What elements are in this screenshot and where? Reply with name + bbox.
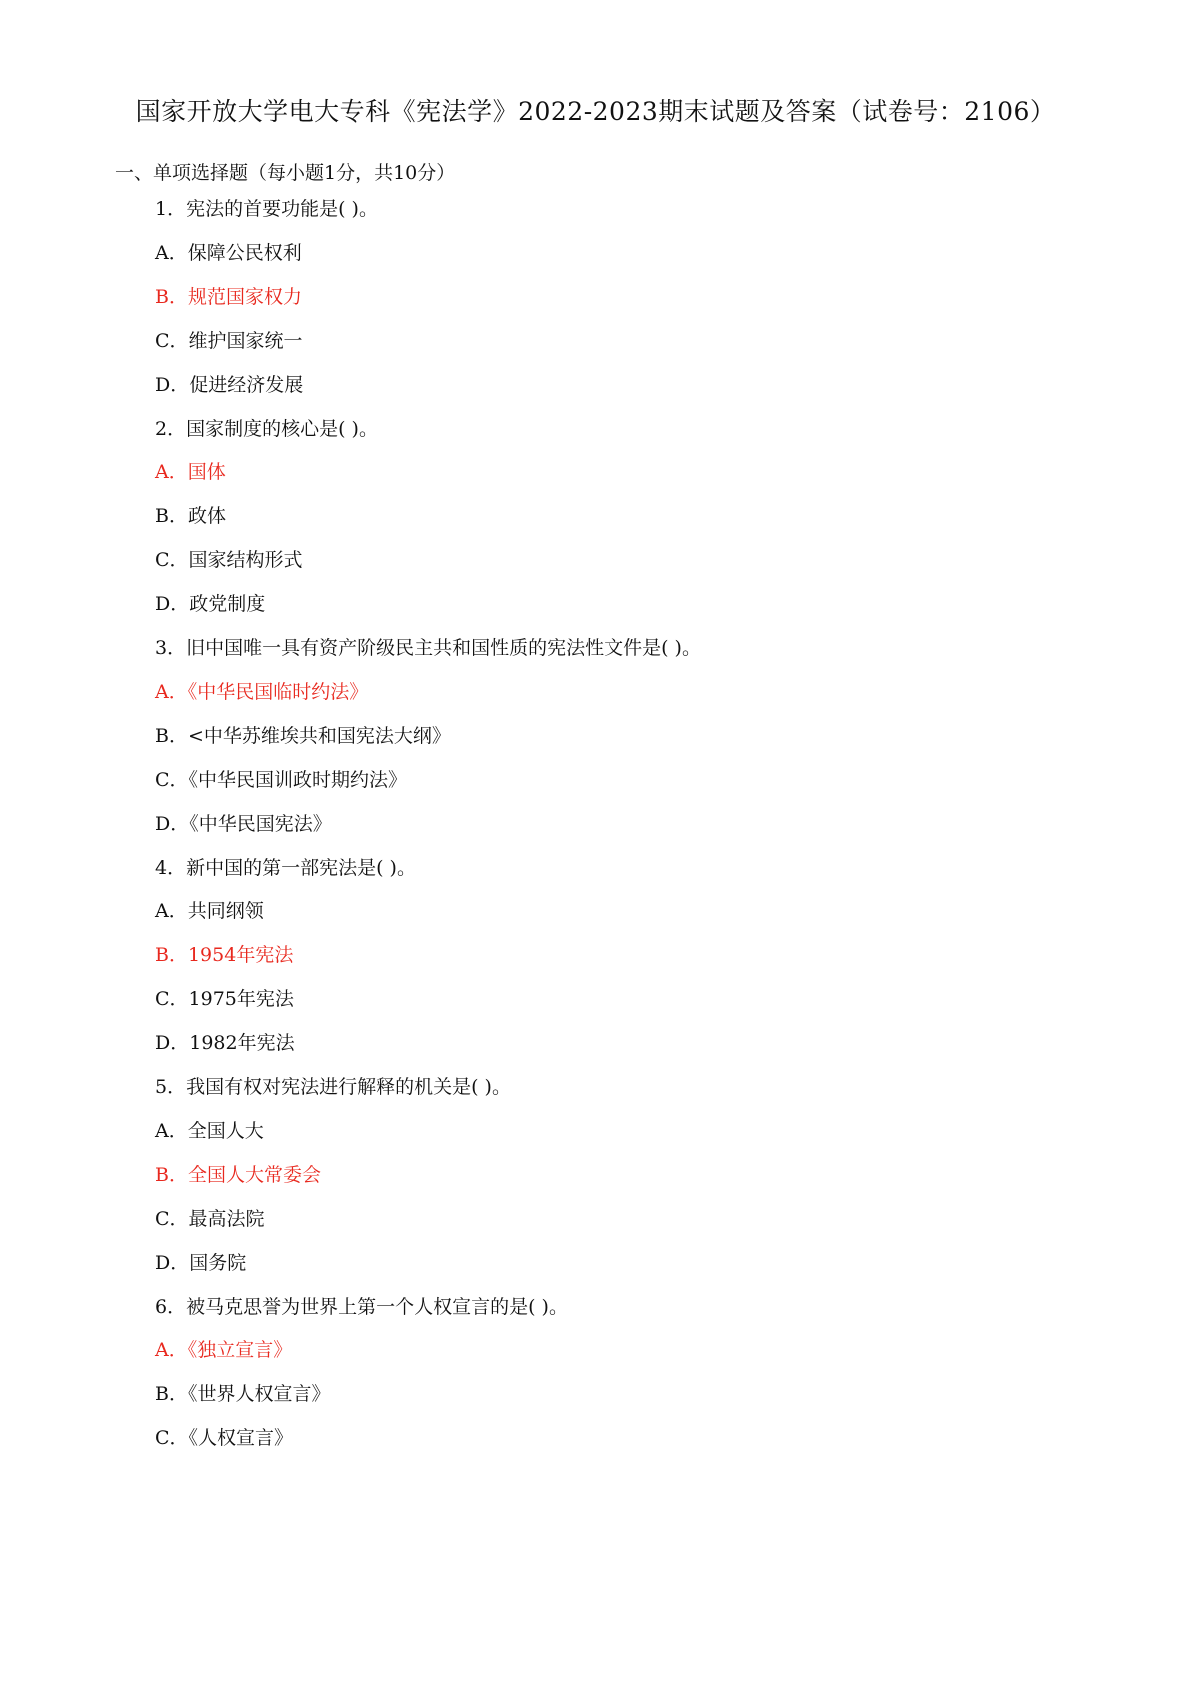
- option: D．促进经济发展: [155, 373, 304, 396]
- question-stem: 6．被马克思誉为世界上第一个人权宣言的是( )。: [155, 1295, 568, 1318]
- option: C．最高法院: [155, 1207, 265, 1230]
- option: C．维护国家统一: [155, 329, 303, 352]
- option: C．1975年宪法: [155, 988, 294, 1011]
- option: A．保障公民权利: [155, 241, 302, 264]
- option: D．政党制度: [155, 593, 266, 616]
- option: C．《中华民国训政时期约法》: [155, 768, 408, 791]
- question-stem: 4．新中国的第一部宪法是( )。: [155, 856, 416, 879]
- option: D．《中华民国宪法》: [155, 812, 332, 835]
- answer-option: B．全国人大常委会: [155, 1163, 321, 1186]
- option: A．共同纲领: [155, 900, 264, 923]
- option: C．国家结构形式: [155, 549, 303, 572]
- option: D．1982年宪法: [155, 1032, 295, 1055]
- option: A．全国人大: [155, 1119, 264, 1142]
- option: B．《世界人权宣言》: [155, 1383, 331, 1406]
- answer-option: A．国体: [155, 461, 226, 484]
- question-stem: 1．宪法的首要功能是( )。: [155, 198, 378, 220]
- section-heading: 一、单项选择题（每小题1分，共10分）: [115, 162, 456, 184]
- answer-option: A．《独立宣言》: [155, 1339, 293, 1362]
- question-stem: 2．国家制度的核心是( )。: [155, 417, 378, 440]
- option: B．政体: [155, 505, 226, 528]
- option: B．<中华苏维埃共和国宪法大纲》: [155, 724, 451, 747]
- answer-option: B．规范国家权力: [155, 285, 302, 308]
- page-title: 国家开放大学电大专科《宪法学》2022-2023期末试题及答案（试卷号：2106）: [135, 97, 1056, 126]
- answer-option: B．1954年宪法: [155, 944, 294, 967]
- option: C．《人权宣言》: [155, 1427, 294, 1450]
- question-stem: 3．旧中国唯一具有资产阶级民主共和国性质的宪法性文件是( )。: [155, 637, 701, 659]
- answer-option: A．《中华民国临时约法》: [155, 680, 369, 703]
- question-stem: 5．我国有权对宪法进行解释的机关是( )。: [155, 1076, 511, 1098]
- option: D．国务院: [155, 1251, 247, 1274]
